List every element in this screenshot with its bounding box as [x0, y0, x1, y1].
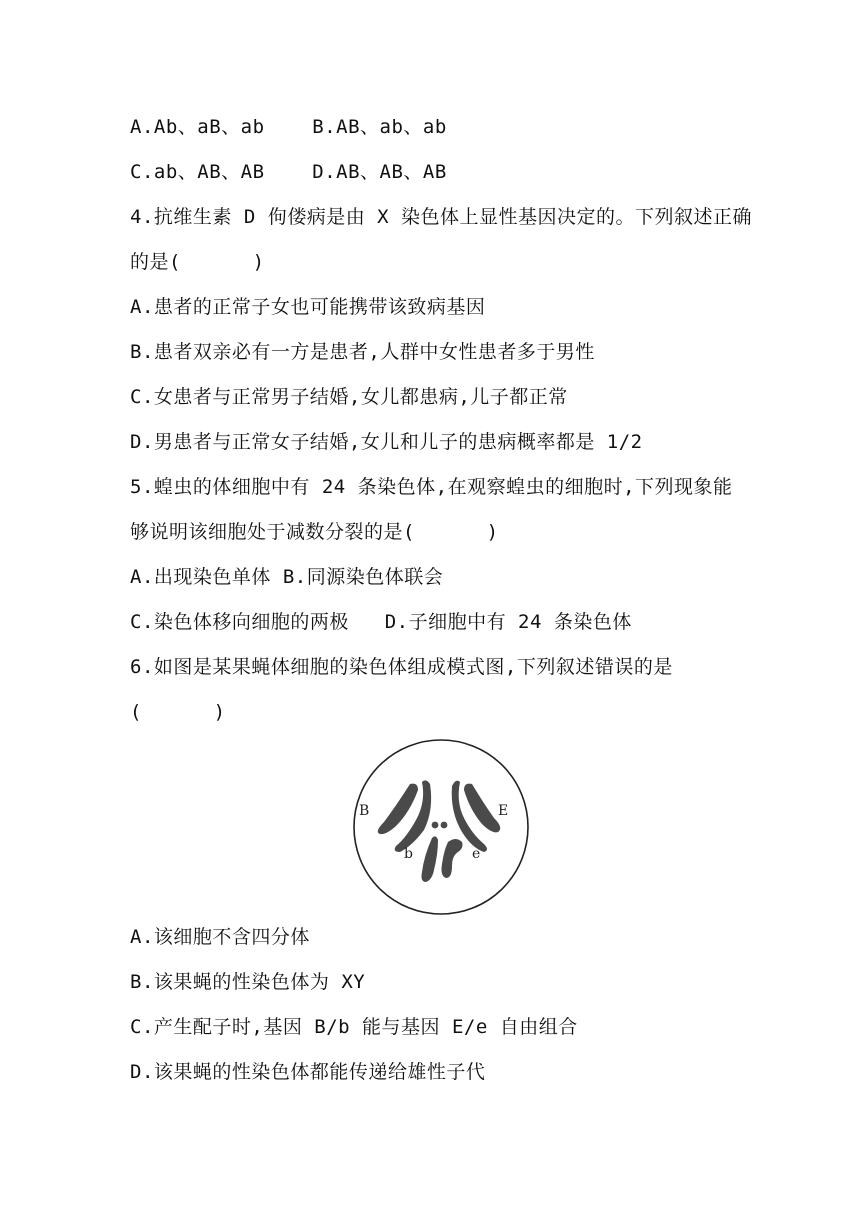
chromosome-dot-left: [432, 822, 439, 829]
chromosome-diagram: [352, 738, 530, 916]
q5-stem-line-2: 够说明该细胞处于减数分裂的是( ): [130, 521, 499, 543]
q4-stem-line-2: 的是( ): [130, 251, 265, 273]
label-gene-e: e: [472, 846, 481, 862]
chromosome-dot-right: [441, 822, 448, 829]
q4-option-a: A.患者的正常子女也可能携带该致病基因: [130, 296, 486, 318]
q5-stem-line-1: 5.蝗虫的体细胞中有 24 条染色体,在观察蝗虫的细胞时,下列现象能: [130, 476, 733, 498]
label-gene-B: B: [359, 803, 370, 819]
q4-option-b: B.患者双亲必有一方是患者,人群中女性患者多于男性: [130, 341, 595, 363]
q4-option-c: C.女患者与正常男子结婚,女儿都患病,儿子都正常: [130, 386, 568, 408]
chromosome-figure: [352, 738, 530, 916]
q5-options-cd: C.染色体移向细胞的两极 D.子细胞中有 24 条染色体: [130, 611, 632, 633]
label-gene-E: E: [498, 803, 509, 819]
q6-option-c: C.产生配子时,基因 B/b 能与基因 E/e 自由组合: [130, 1016, 578, 1038]
q6-option-d: D.该果蝇的性染色体都能传递给雄性子代: [130, 1061, 486, 1083]
q3-options-cd: C.ab、AB、AB D.AB、AB、AB: [130, 161, 447, 183]
q4-option-d: D.男患者与正常女子结婚,女儿和儿子的患病概率都是 1/2: [130, 431, 643, 453]
label-gene-b: b: [404, 846, 413, 862]
q6-option-b: B.该果蝇的性染色体为 XY: [130, 971, 366, 993]
q3-options-ab: A.Ab、aB、ab B.AB、ab、ab: [130, 116, 447, 138]
q6-option-a: A.该细胞不含四分体: [130, 926, 310, 948]
q5-options-ab: A.出现染色单体 B.同源染色体联会: [130, 566, 444, 588]
q6-stem-line-2: ( ): [130, 701, 226, 723]
q4-stem-line-1: 4.抗维生素 D 佝偻病是由 X 染色体上显性基因决定的。下列叙述正确: [130, 206, 753, 228]
q6-stem-line-1: 6.如图是某果蝇体细胞的染色体组成模式图,下列叙述错误的是: [130, 656, 673, 678]
